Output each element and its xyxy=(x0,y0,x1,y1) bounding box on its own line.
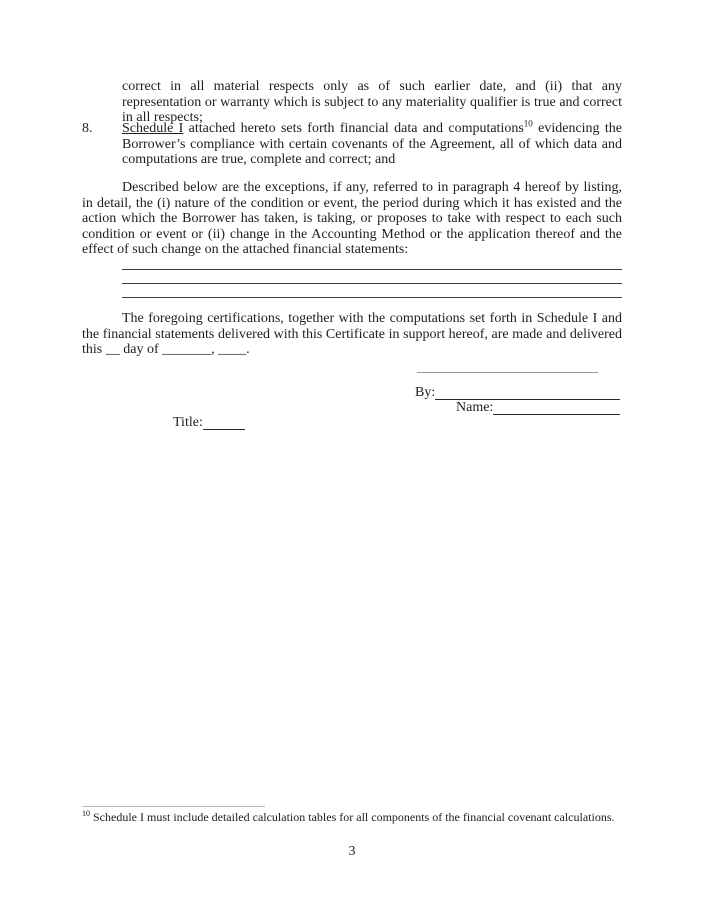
list-item-8 xyxy=(82,118,622,168)
page-number: 3 xyxy=(348,844,356,859)
name-blank xyxy=(493,401,620,415)
item-text-mid: attached hereto sets forth financial data and computations xyxy=(183,121,524,136)
exception-blank-line xyxy=(122,284,622,298)
footnote-number: 10 xyxy=(82,809,90,818)
item-number: 8. xyxy=(82,121,93,136)
signature-name-row xyxy=(456,400,620,415)
signature-by-row xyxy=(415,385,620,400)
footnote-text: Schedule I must include detailed calculation tables for all components of the financial covenant calculations. xyxy=(93,810,615,824)
paragraph-continuation: correct in all material respects only as of such earlier date, and (ii) that any representation or warranty which is subject to any materiality qualifier is true and correct in all respects; xyxy=(122,79,622,125)
title-blank xyxy=(203,416,245,430)
exception-blank-line xyxy=(122,270,622,284)
exception-blank-line xyxy=(122,256,622,270)
name-label: Name: xyxy=(456,400,494,415)
by-signature-blank xyxy=(435,386,620,400)
by-label: By: xyxy=(415,385,436,400)
item-text-end: evidencing the Borrower’s compliance with certain covenants of the Agreement, all of which data and computations are true, complete and correct; and xyxy=(122,121,622,167)
footnote xyxy=(82,810,627,824)
signature-company-line xyxy=(417,372,598,373)
schedule-i-underlined: Schedule I xyxy=(122,121,184,136)
paragraph-described-below: Described below are the exceptions, if any, referred to in paragraph 4 hereof by listing, in detail, the (i) nature of the condition or event, the period during which it has existed and the action which the Borrower has taken, is taking, or proposes to take with respect to each such condition or event or (ii) change in the Accounting Method or the application thereof and the effect of such change on the attached financial statements: xyxy=(82,180,622,257)
footnote-separator xyxy=(82,806,265,807)
title-label: Title: xyxy=(173,415,203,430)
paragraph-foregoing-certifications: The foregoing certifications, together with the computations set forth in Schedule I and the financial statements delivered with this Certificate in support hereof, are made and delivered this __ day of _______, ____. xyxy=(82,311,622,357)
exception-blank-lines xyxy=(122,256,622,298)
footnote-reference: 10 xyxy=(523,118,533,129)
signature-title-row xyxy=(173,415,249,430)
item-body xyxy=(122,118,622,168)
